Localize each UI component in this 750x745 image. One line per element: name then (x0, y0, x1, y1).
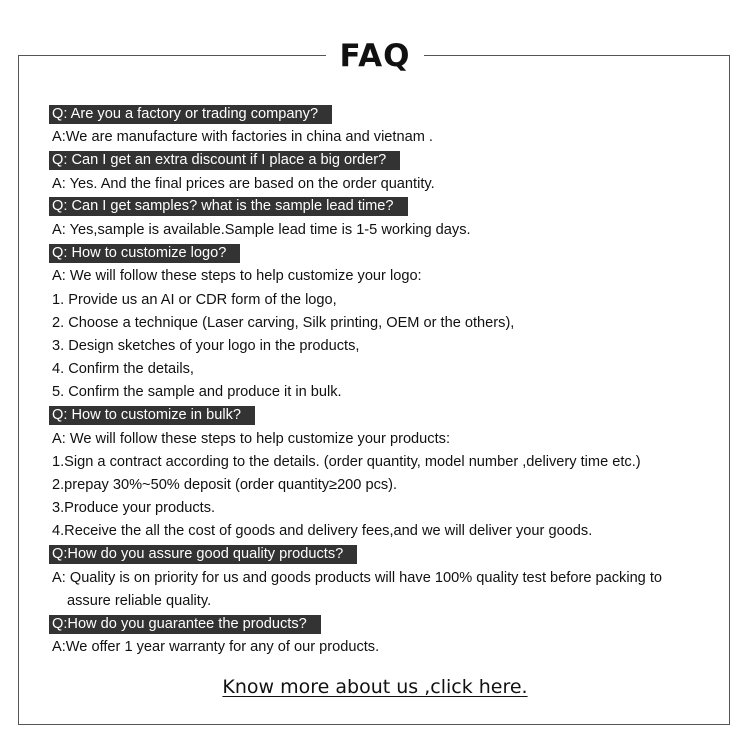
faq-question-row (49, 613, 729, 636)
faq-answer-continuation: assure reliable quality. (67, 592, 212, 609)
faq-answer: A: Quality is on priority for us and goods products will have 100% quality test before packing to (52, 569, 663, 586)
faq-question-row (49, 242, 729, 265)
faq-question: Q: Can I get samples? what is the sample lead time? (49, 197, 408, 216)
faq-question: Q:How do you guarantee the products? (49, 615, 321, 634)
faq-question: Q: How to customize in bulk? (49, 406, 255, 425)
faq-answer-step: 4. Confirm the details, (52, 361, 194, 378)
faq-question: Q: How to customize logo? (49, 244, 240, 263)
faq-answer-step: 1. Provide us an AI or CDR form of the logo, (52, 291, 337, 308)
page-title: FAQ (326, 36, 425, 76)
faq-answer-step: 2.prepay 30%~50% deposit (order quantity≥200 pcs). (52, 477, 398, 493)
faq-answer: A: We will follow these steps to help customize your logo: (52, 268, 422, 285)
faq-answer: A: Yes. And the final prices are based on the order quantity. (52, 175, 435, 192)
faq-question: Q: Can I get an extra discount if I place a big order? (49, 151, 400, 170)
faq-question-row (49, 103, 729, 126)
faq-answer: A: Yes,sample is available.Sample lead time is 1-5 working days. (52, 221, 471, 238)
title-wrap (0, 36, 750, 76)
faq-answer-step: 3. Design sketches of your logo in the products, (52, 337, 360, 354)
faq-list (49, 103, 729, 660)
faq-answer: A:We are manufacture with factories in china and vietnam . (52, 129, 433, 146)
faq-answer-step: 3.Produce your products. (52, 500, 216, 517)
faq-answer: A: We will follow these steps to help customize your products: (52, 430, 450, 447)
faq-question-row (49, 149, 729, 172)
faq-answer-step: 4.Receive the all the cost of goods and delivery fees,and we will deliver your goods. (52, 523, 593, 540)
faq-answer: A:We offer 1 year warranty for any of our products. (52, 639, 380, 656)
faq-question-row (49, 196, 729, 219)
faq-question: Q:How do you assure good quality products? (49, 545, 357, 564)
faq-answer-step: 5. Confirm the sample and produce it in bulk. (52, 384, 342, 401)
link-wrap (0, 676, 750, 698)
about-us-link[interactable]: Know more about us ,click here. (222, 676, 528, 698)
faq-answer-step: 2. Choose a technique (Laser carving, Silk printing, OEM or the others), (52, 314, 515, 331)
faq-question: Q: Are you a factory or trading company? (49, 105, 332, 124)
faq-question-row (49, 404, 729, 427)
faq-question-row (49, 544, 729, 567)
faq-answer-step: 1.Sign a contract according to the details. (order quantity, model number ,delivery time etc.) (52, 453, 641, 470)
